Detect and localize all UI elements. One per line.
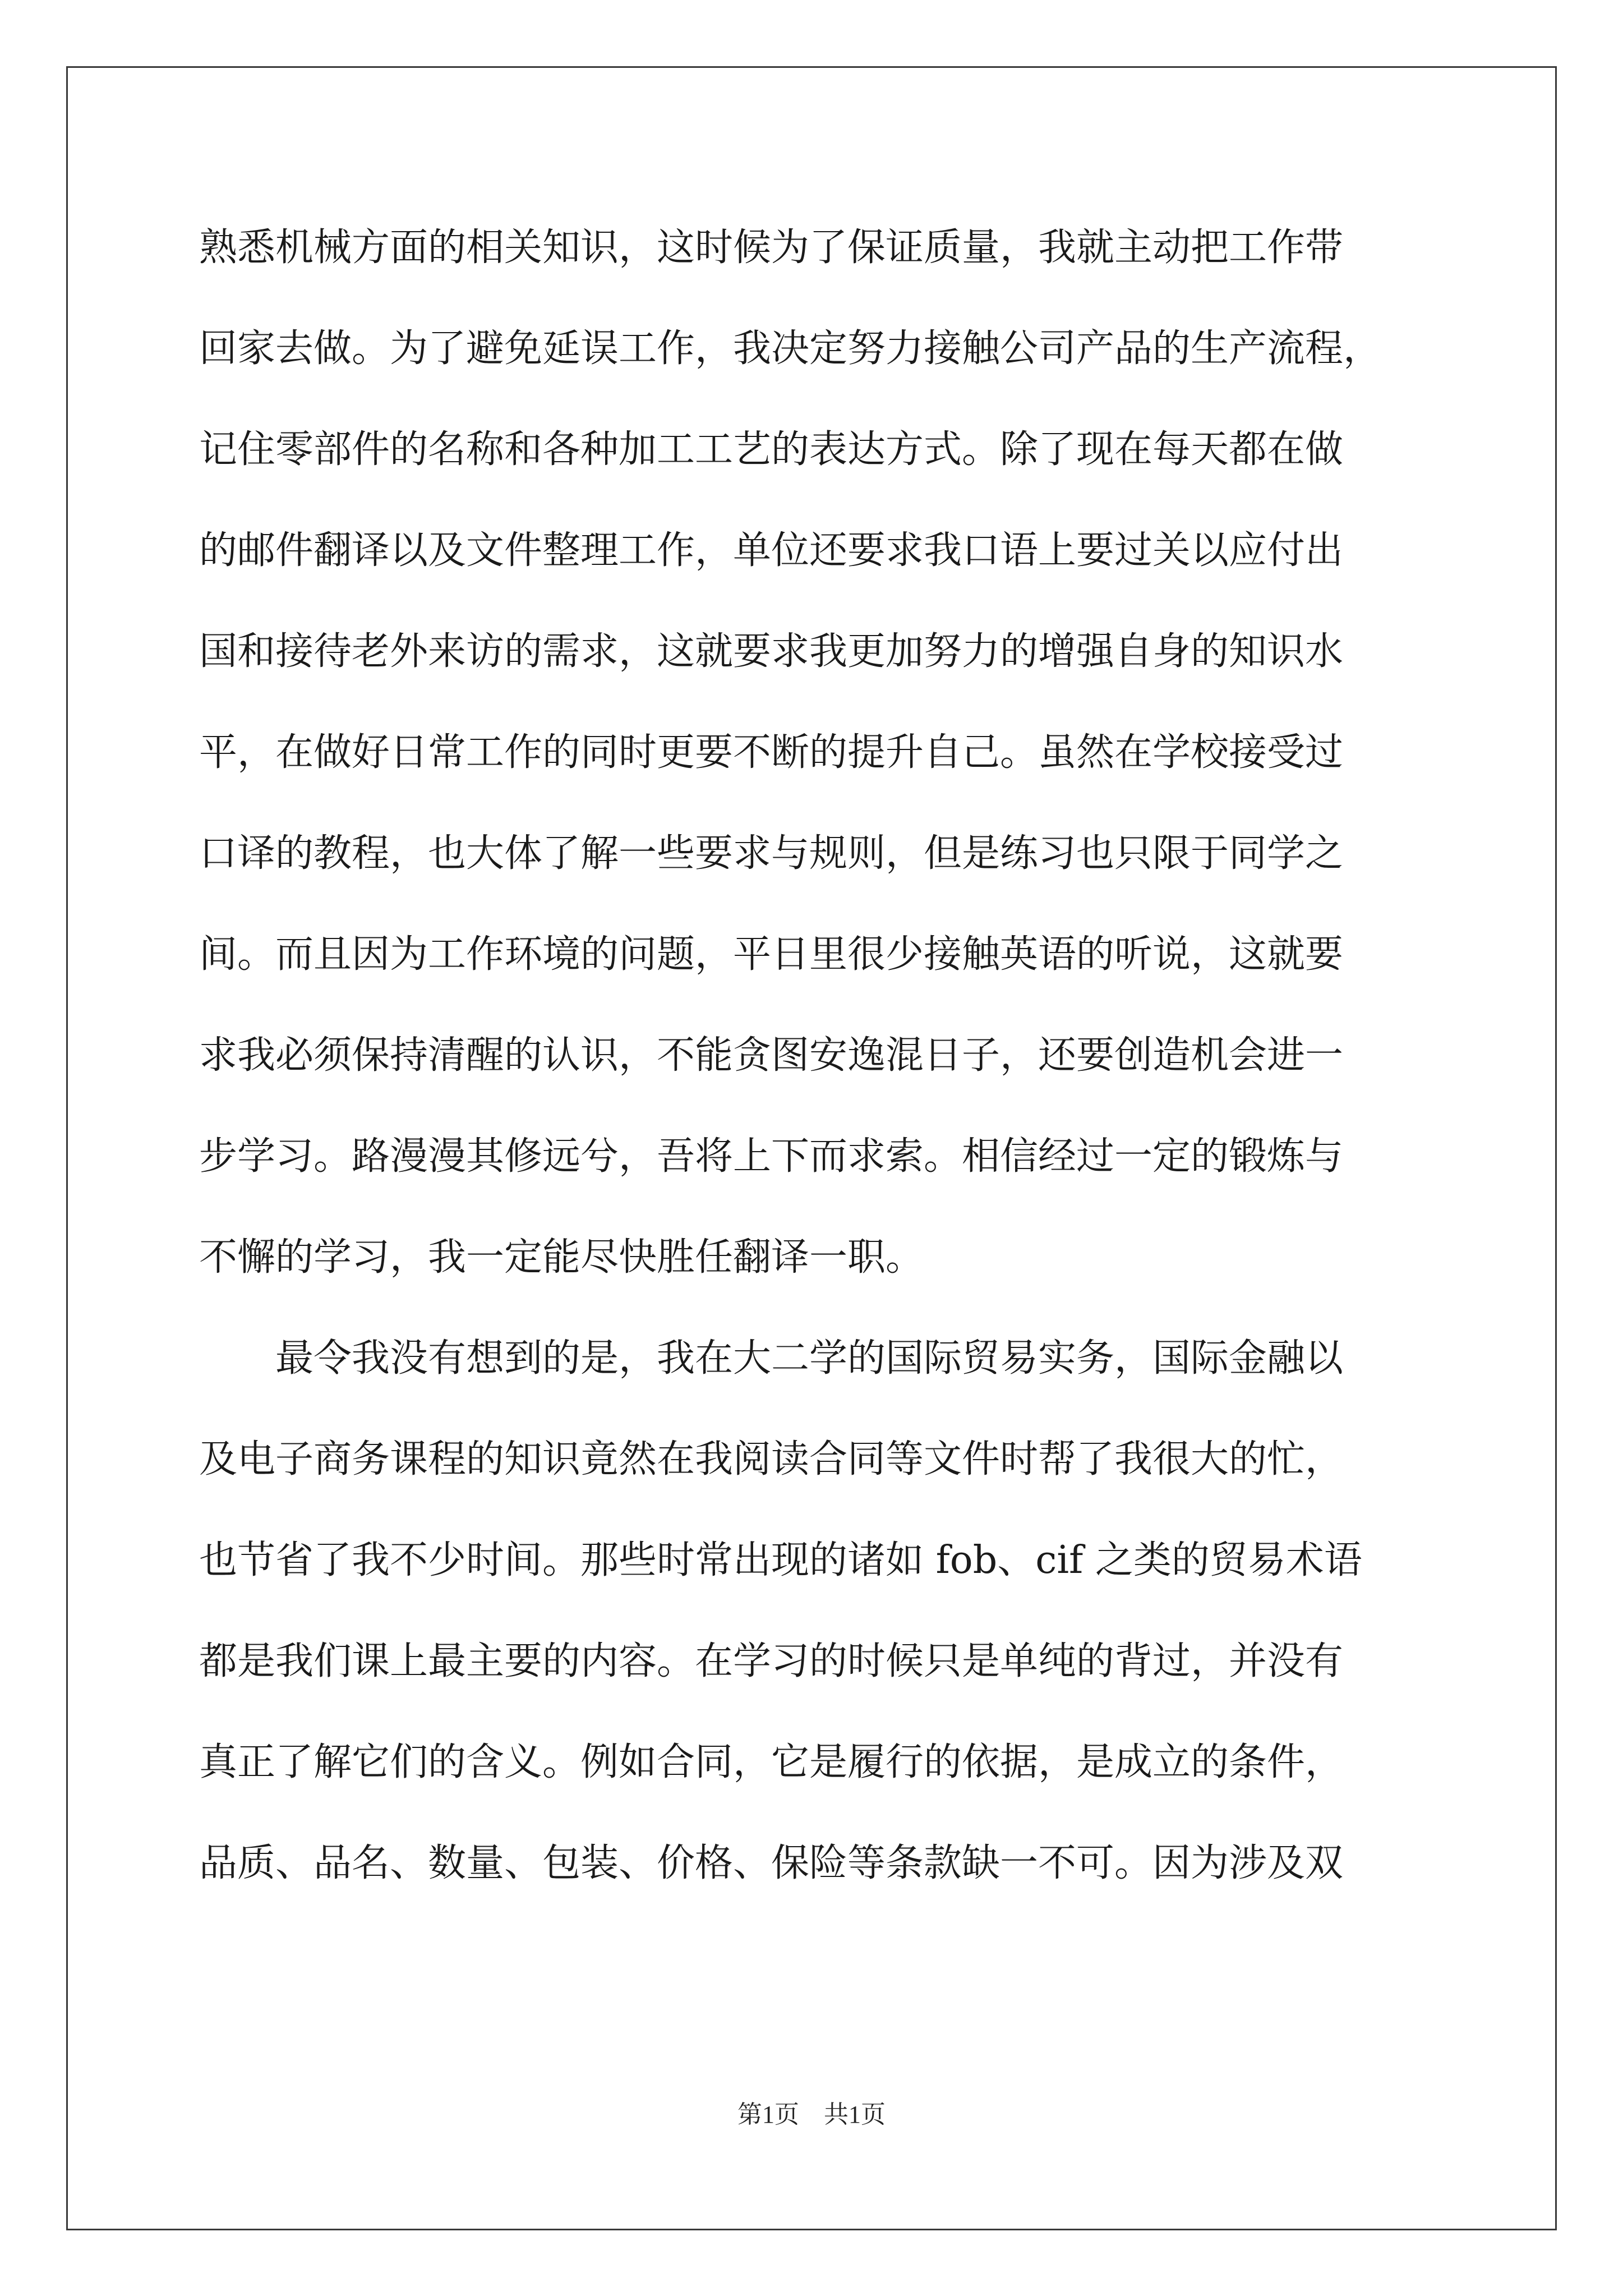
page-number-footer: 第1页 共1页 bbox=[737, 2101, 886, 2128]
text-line: 不懈的学习，我一定能尽快胜任翻译一职。 bbox=[199, 1235, 924, 1280]
text-line: 的邮件翻译以及文件整理工作，单位还要求我口语上要过关以应付出 bbox=[199, 528, 1344, 573]
text-line: 熟悉机械方面的相关知识，这时候为了保证质量，我就主动把工作带 bbox=[199, 226, 1344, 270]
text-line: 也节省了我不少时间。那些时常出现的诸如 fob、cif 之类的贸易术语 bbox=[199, 1538, 1362, 1582]
text-line: 记住零部件的名称和各种加工工艺的表达方式。除了现在每天都在做 bbox=[199, 427, 1344, 472]
text-line: 品质、品名、数量、包装、价格、保险等条款缺一不可。因为涉及双 bbox=[199, 1841, 1344, 1885]
text-line: 回家去做。为了避免延误工作，我决定努力接触公司产品的生产流程， bbox=[199, 326, 1382, 371]
text-line: 最令我没有想到的是，我在大二学的国际贸易实务，国际金融以 bbox=[199, 1336, 1344, 1381]
text-line: 平，在做好日常工作的同时更要不断的提升自己。虽然在学校接受过 bbox=[199, 730, 1344, 775]
text-line: 求我必须保持清醒的认识，不能贪图安逸混日子，还要创造机会进一 bbox=[199, 1033, 1344, 1078]
text-line: 真正了解它们的含义。例如合同，它是履行的依据，是成立的条件， bbox=[199, 1740, 1344, 1784]
text-line: 口译的教程，也大体了解一些要求与规则，但是练习也只限于同学之 bbox=[199, 831, 1344, 876]
text-line: 国和接待老外来访的需求，这就要求我更加努力的增强自身的知识水 bbox=[199, 629, 1344, 674]
text-line: 及电子商务课程的知识竟然在我阅读合同等文件时帮了我很大的忙， bbox=[199, 1437, 1344, 1481]
text-line: 间。而且因为工作环境的问题，平日里很少接触英语的听说，这就要 bbox=[199, 932, 1344, 977]
text-line: 步学习。路漫漫其修远兮，吾将上下而求索。相信经过一定的锻炼与 bbox=[199, 1134, 1344, 1179]
text-line: 都是我们课上最主要的内容。在学习的时候只是单纯的背过，并没有 bbox=[199, 1639, 1344, 1683]
